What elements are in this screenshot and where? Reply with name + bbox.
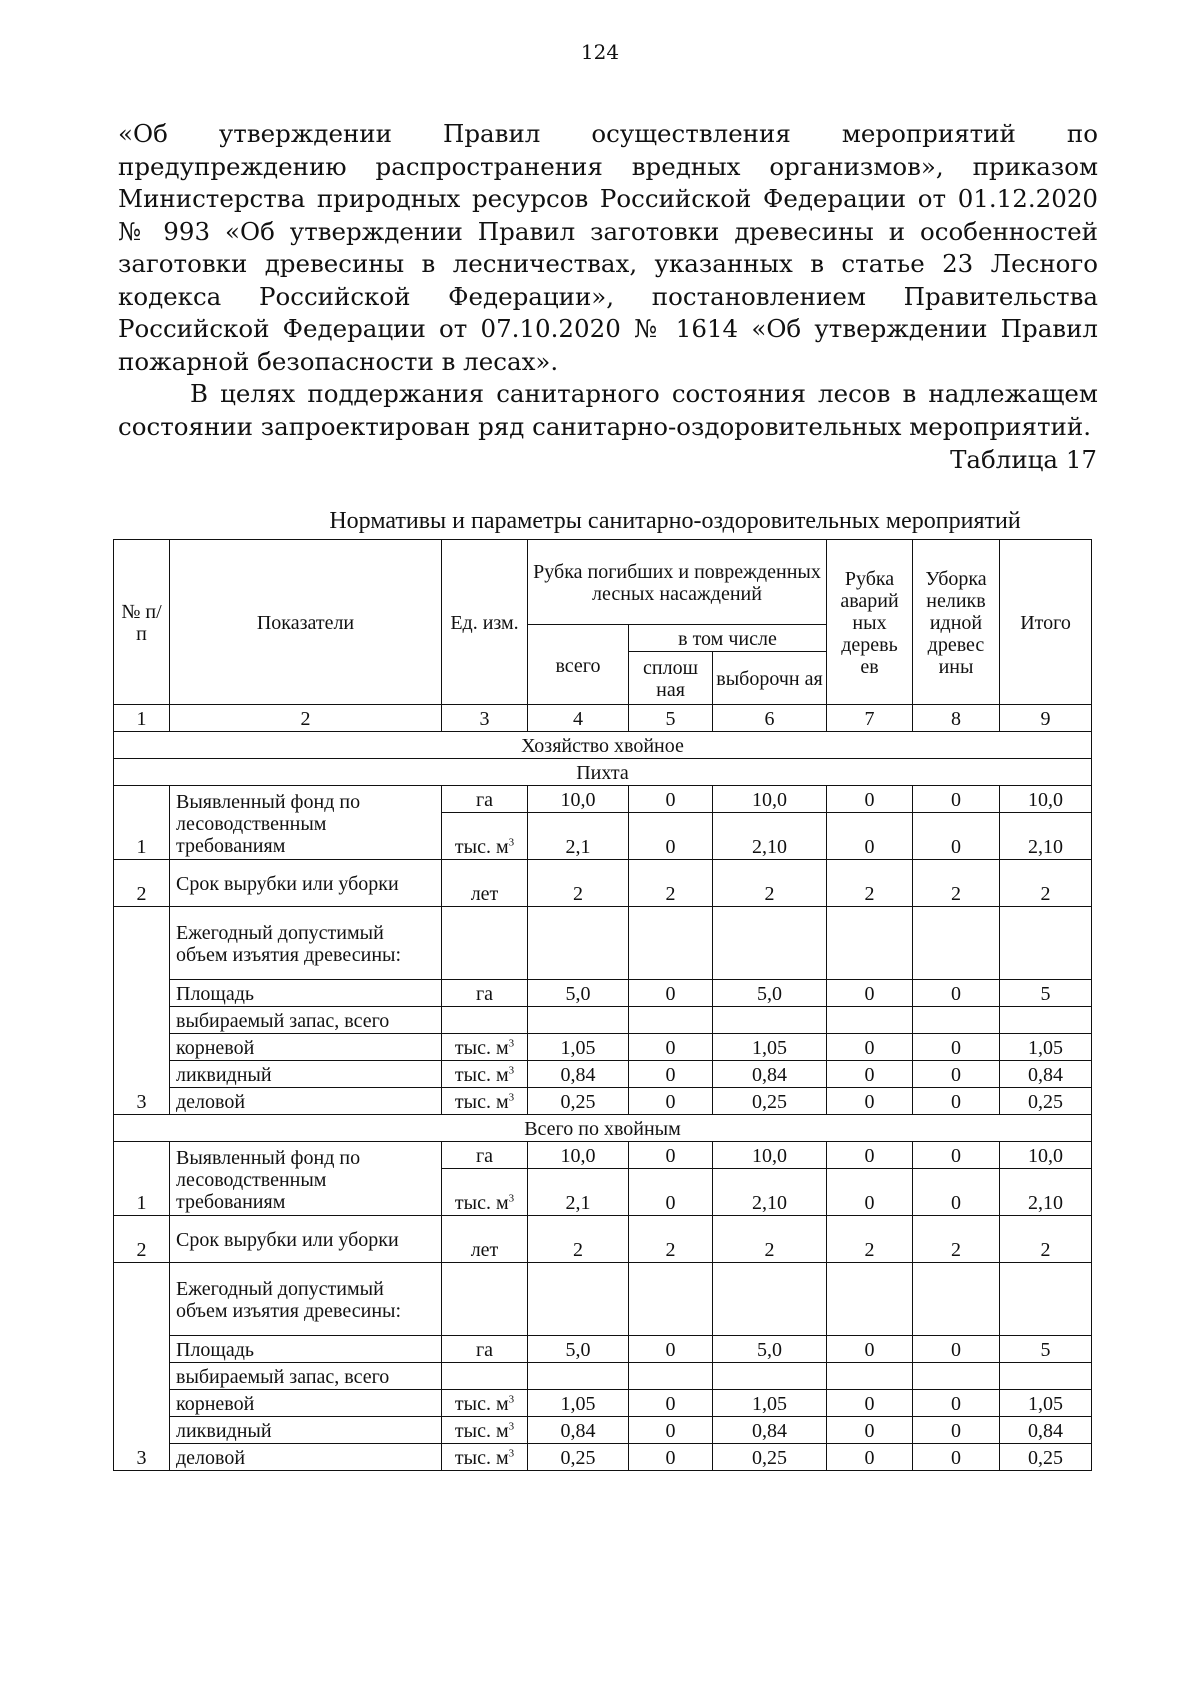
table-row: деловой тыс. $м^3$ 0,25 0 0,25 0 0 0,25 bbox=[114, 1444, 1092, 1471]
section-farm: Хозяйство хвойное bbox=[114, 732, 1092, 759]
header-clear: сплош ная bbox=[629, 652, 713, 705]
header-cleanup: Уборка неликв идной древес ины bbox=[913, 540, 1000, 705]
section-row-species bbox=[114, 759, 1092, 786]
section-row-total bbox=[114, 1115, 1092, 1142]
table-header-row-1 bbox=[114, 540, 1092, 625]
header-including: в том числе bbox=[629, 625, 827, 652]
table-row: Площадь га 5,0 0 5,0 0 0 5 bbox=[114, 1336, 1092, 1363]
header-total: Итого bbox=[1000, 540, 1092, 705]
page-number: 124 bbox=[580, 40, 620, 64]
table-label: Таблица 17 bbox=[950, 445, 1097, 474]
table-row: деловой тыс. $м^3$ 0,25 0 0,25 0 0 0,25 bbox=[114, 1088, 1092, 1115]
table-row: тыс. $м^3$ 2,1 0 2,10 0 0 2,10 bbox=[114, 813, 1092, 860]
table-row: выбираемый запас, всего bbox=[114, 1007, 1092, 1034]
table-row: корневой тыс. $м^3$ 1,05 0 1,05 0 0 1,05 bbox=[114, 1390, 1092, 1417]
header-selective: выборочн ая bbox=[713, 652, 827, 705]
table-row: Площадь га 5,0 0 5,0 0 0 5 bbox=[114, 980, 1092, 1007]
header-unit: Ед. изм. bbox=[442, 540, 528, 705]
table-title: Нормативы и параметры санитарно-оздоровительных мероприятий bbox=[329, 508, 1021, 534]
table-row: 1 Выявленный фонд по лесоводственным требованиям га 10,0 0 10,0 0 0 10,0 bbox=[114, 786, 1092, 813]
table-row: 3 Ежегодный допустимый объем изъятия древесины: bbox=[114, 1263, 1092, 1336]
sanitary-measures-table bbox=[113, 539, 1092, 1471]
paragraph-2: В целях поддержания санитарного состояния лесов в надлежащем состоянии запроектирован ряд санитарно-оздоровительных мероприятий. bbox=[118, 379, 1098, 441]
table-row: ликвидный тыс. $м^3$ 0,84 0 0,84 0 0 0,84 bbox=[114, 1417, 1092, 1444]
section-total: Всего по хвойным bbox=[114, 1115, 1092, 1142]
header-emergency: Рубка аварий ных деревь ев bbox=[827, 540, 913, 705]
header-all: всего bbox=[528, 625, 629, 705]
header-indicators: Показатели bbox=[170, 540, 442, 705]
paragraph-1: «Об утверждении Правил осуществления мероприятий по предупреждению распространения вредных организмов», приказом Министерства природных ресурсов Российской Федерации от 01.12.2020 № 993 «Об утверждении Правил заготовки древесины и особенностей заготовки древесины в лесничествах, указанных в статье 23 Лесного кодекса Российской Федерации», постановлением Правительства Российской Федерации от 07.10.2020 № 1614 «Об утверждении Правил пожарной безопасности в лесах». bbox=[118, 119, 1098, 376]
table-row: 3 Ежегодный допустимый объем изъятия древесины: bbox=[114, 907, 1092, 980]
section-row-farm bbox=[114, 732, 1092, 759]
section-species: Пихта bbox=[114, 759, 1092, 786]
body-text bbox=[118, 118, 1098, 443]
table-row: корневой тыс. $м^3$ 1,05 0 1,05 0 0 1,05 bbox=[114, 1034, 1092, 1061]
column-numbers-row: 1 2 3 4 5 6 7 8 9 bbox=[114, 705, 1092, 732]
table-row: 2 Срок вырубки или уборки лет 2 2 2 2 2 2 bbox=[114, 860, 1092, 907]
header-num: № п/п bbox=[114, 540, 170, 705]
table-row: выбираемый запас, всего bbox=[114, 1363, 1092, 1390]
table-row: 1 Выявленный фонд по лесоводственным требованиям га 10,0 0 10,0 0 0 10,0 bbox=[114, 1142, 1092, 1169]
table-row: ликвидный тыс. $м^3$ 0,84 0 0,84 0 0 0,84 bbox=[114, 1061, 1092, 1088]
header-felling: Рубка погибших и поврежденных лесных насаждений bbox=[528, 540, 827, 625]
table-row: 2 Срок вырубки или уборки лет 2 2 2 2 2 2 bbox=[114, 1216, 1092, 1263]
table-row: тыс. $м^3$ 2,1 0 2,10 0 0 2,10 bbox=[114, 1169, 1092, 1216]
